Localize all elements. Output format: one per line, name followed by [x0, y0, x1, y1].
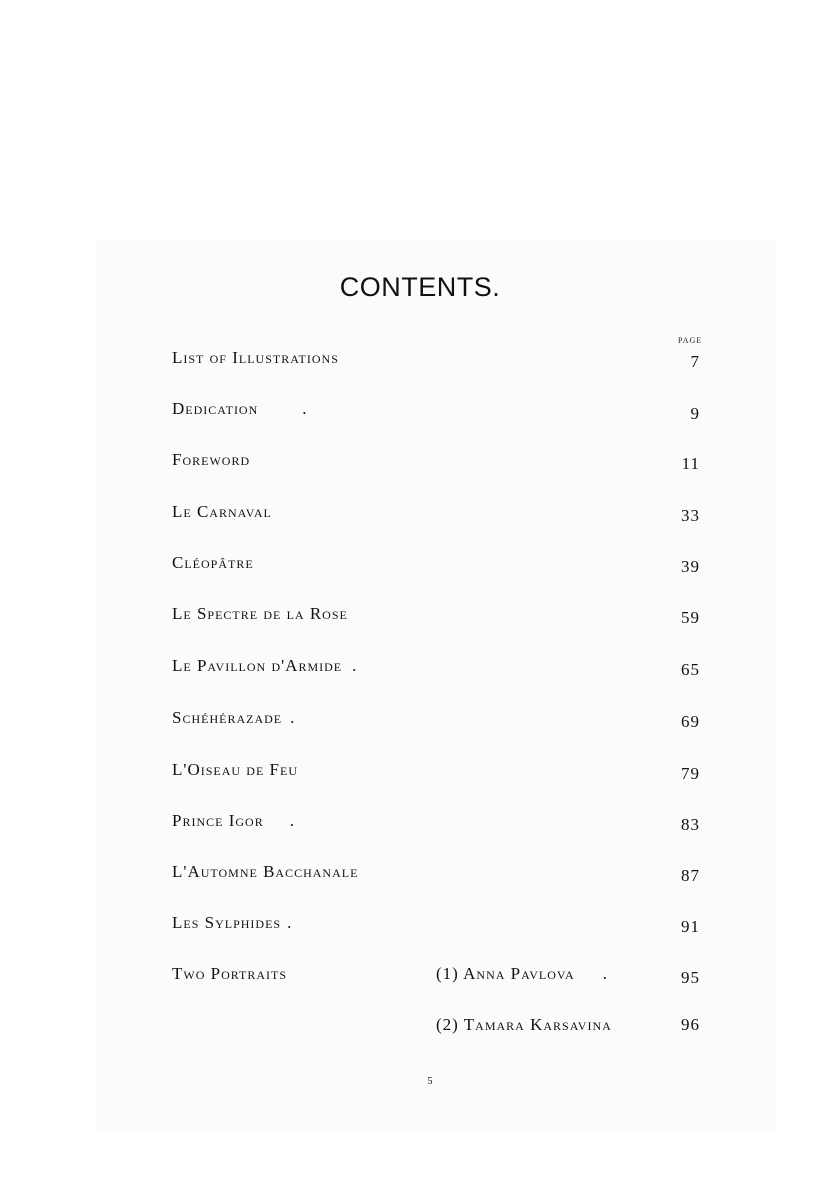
toc-leader-dot: .: [290, 708, 295, 727]
toc-entry-page: 91: [681, 917, 700, 936]
toc-entry-title: Le Carnaval: [172, 502, 272, 521]
toc-entry-les-sylphides: [172, 913, 291, 933]
toc-entry-page: 33: [681, 506, 700, 525]
toc-entry-page: 7: [690, 352, 700, 371]
toc-entry-title: Le Spectre de la Rose: [172, 604, 348, 623]
toc-subentry-label: (2) Tamara Karsavina: [436, 1015, 612, 1034]
toc-entry-title: Les Sylphides: [172, 913, 282, 932]
toc-entry-two-portraits: [172, 964, 287, 984]
contents-heading: CONTENTS.: [339, 272, 501, 302]
toc-entry-prince-igor: [172, 811, 294, 831]
toc-entry-page: 9: [690, 404, 700, 423]
toc-leader-dot: .: [602, 964, 607, 983]
toc-entry-title: Foreword: [172, 450, 251, 469]
toc-entry-title: Schéhérazade: [172, 708, 283, 727]
toc-entry-title: Cléopâtre: [172, 553, 254, 572]
toc-subentry-tamara-karsavina: [436, 1015, 612, 1035]
toc-entry-page: 83: [681, 815, 700, 834]
toc-entry-page: 39: [681, 557, 700, 576]
toc-entry-scheherazade: [172, 708, 294, 728]
toc-entry-page: 69: [681, 712, 700, 731]
toc-entry-dedication: [172, 399, 307, 419]
toc-entry-title: Prince Igor: [172, 811, 264, 830]
toc-entry-page: 11: [681, 454, 700, 473]
toc-entry-title: Le Pavillon d'Armide: [172, 656, 343, 675]
toc-entry-lautomne-bacchanale: [172, 862, 358, 882]
toc-entry-page: 87: [681, 866, 700, 885]
toc-leader-dot: .: [289, 811, 294, 830]
toc-entry-title: Two Portraits: [172, 964, 288, 983]
toc-leader-dot: .: [352, 656, 357, 675]
toc-leader-dot: .: [302, 399, 307, 418]
toc-entry-loiseau-de-feu: [172, 760, 298, 780]
toc-subentry-label: (1) Anna Pavlova: [436, 964, 575, 983]
toc-entry-list-of-illustrations: [172, 348, 339, 368]
toc-entry-title: Dedication: [172, 399, 259, 418]
toc-entry-page: 79: [681, 764, 700, 783]
page-number: 5: [427, 1076, 433, 1087]
toc-subentry-anna-pavlova: [436, 964, 607, 984]
toc-subentry-page: 96: [681, 1015, 700, 1034]
toc-entry-le-spectre-de-la-rose: [172, 604, 348, 624]
toc-entry-title: L'Oiseau de Feu: [172, 760, 299, 779]
toc-subentry-page: 95: [681, 968, 700, 987]
toc-entry-page: 65: [681, 660, 700, 679]
toc-entry-foreword: [172, 450, 250, 470]
toc-entry-title: L'Automne Bacchanale: [172, 862, 359, 881]
toc-entry-le-carnaval: [172, 502, 272, 522]
toc-entry-cleopatre: [172, 553, 254, 573]
toc-entry-page: 59: [681, 608, 700, 627]
toc-leader-dot: .: [287, 913, 292, 932]
toc-entry-le-pavillon-darmide: [172, 656, 356, 676]
toc-entry-title: List of Illustrations: [172, 348, 339, 367]
page-scan-background: [96, 240, 776, 1130]
page-column-label: PAGE: [678, 336, 703, 345]
